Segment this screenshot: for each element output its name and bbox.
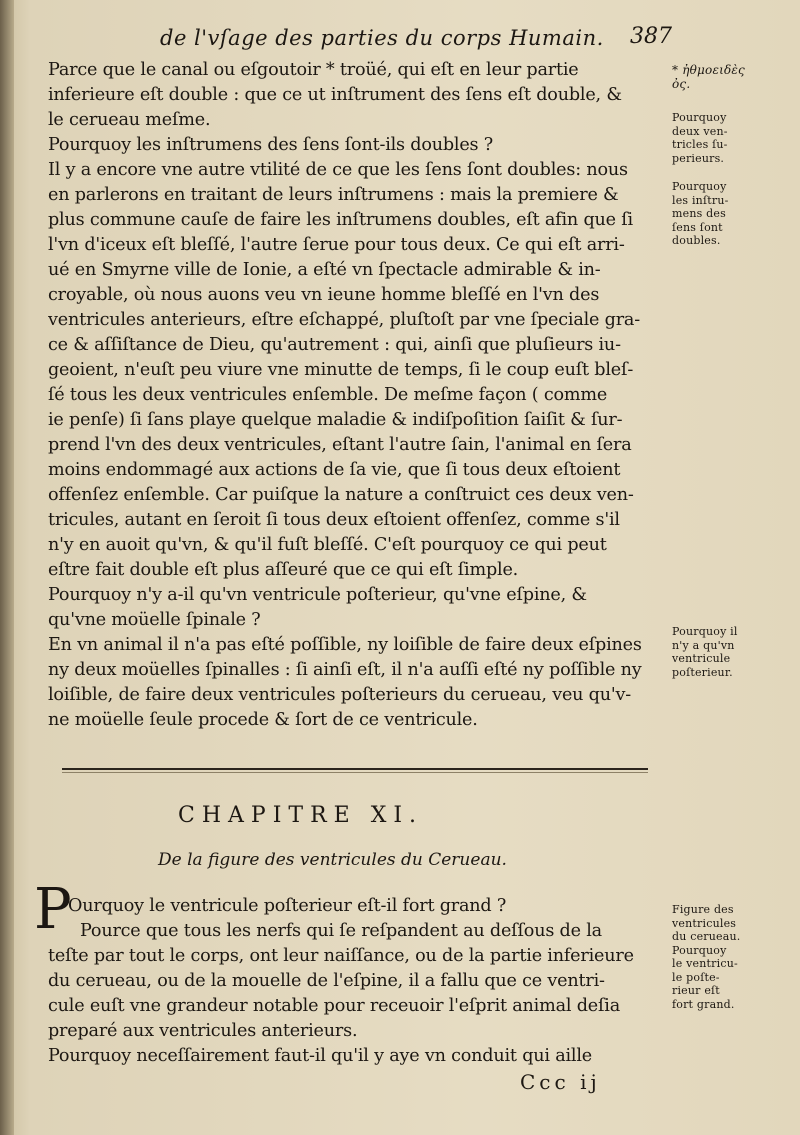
margin-note-line: ὀς. — [672, 77, 691, 91]
text-line: qu'vne moüelle ſpinale ? — [48, 610, 261, 630]
margin-note — [672, 111, 796, 165]
margin-note-line: poſterieur. — [672, 665, 733, 679]
margin-note — [672, 64, 796, 91]
text-line: l'vn d'iceux eſt bleſſé, l'autre ſerue pour tous deux. Ce qui eſt arri- — [48, 235, 625, 255]
text-line: ventricules anterieurs, eſtre eſchappé, pluſtoſt par vne ſpeciale gra- — [48, 310, 640, 330]
signature-mark: Ccc ij — [520, 1070, 601, 1094]
margin-note-line: mens des — [672, 207, 726, 220]
text-line: Pourquoy n'y a-il qu'vn ventricule poſterieur, qu'vne eſpine, & — [48, 585, 587, 605]
chapter-subtitle: De la figure des ventricules du Cerueau. — [158, 850, 507, 870]
body-text — [48, 58, 668, 733]
text-line: ſé tous les deux ventricules enſemble. De meſme façon ( comme — [48, 385, 608, 405]
text-line: eſtre fait double eſt plus aſſeuré que ce qui eſt ſimple. — [48, 560, 519, 580]
text-line: loiſible, de faire deux ventricules poſterieurs du cerueau, veu qu'v- — [48, 685, 631, 705]
text-line: inferieure eſt double : que ce ut inſtrument des ſens eſt double, & — [48, 85, 622, 105]
text-line: plus commune cauſe de faire les inſtrumens doubles, eſt afin que ſi — [48, 210, 633, 230]
margin-note — [672, 180, 796, 248]
text-line: le cerueau meſme. — [48, 110, 211, 130]
text-line: ué en Smyrne ville de Ionie, a eſté vn ſpectacle admirable & in- — [48, 260, 601, 280]
margin-note-line: Pourquoy — [672, 111, 727, 124]
page-number: 387 — [630, 24, 672, 49]
text-line: moins endommagé aux actions de ſa vie, que ſi tous deux eſtoient — [48, 460, 621, 480]
margin-note-line: ventricule — [672, 652, 731, 665]
text-line: teſte par tout le corps, ont leur naiſſance, ou de la partie inferieure — [48, 946, 634, 966]
drop-cap: P — [34, 877, 72, 942]
chapter-heading: CHAPITRE XI. — [178, 803, 424, 828]
margin-note-line: les inſtru- — [672, 193, 729, 207]
text-line: n'y en auoit qu'vn, & qu'il fuſt bleſſé. C'eſt pourquoy ce qui peut — [48, 535, 607, 555]
page-gutter — [0, 0, 14, 1135]
margin-note-line: rieur eſt — [672, 984, 720, 997]
text-line: Il y a encore vne autre vtilité de ce que les ſens ſont doubles: nous — [48, 160, 628, 180]
text-line: offenſez enſemble. Car puiſque la nature a conſtruict ces deux ven- — [48, 485, 634, 505]
margin-note-line: ſens ſont — [672, 220, 723, 234]
margin-note-line: Pourquoy — [672, 943, 727, 957]
text-line: du cerueau, ou de la mouelle de l'eſpine, il a fallu que ce ventri- — [48, 971, 605, 991]
margin-note-line: du cerueau. — [672, 930, 741, 943]
margin-note-line: deux ven- — [672, 124, 728, 138]
text-line: Pource que tous les nerfs qui ſe reſpandent au deſſous de la — [80, 921, 602, 941]
margin-note-line: perieurs. — [672, 151, 725, 165]
section-rule — [62, 768, 648, 770]
margin-note-line: doubles. — [672, 234, 721, 247]
margin-note-line: Figure des — [672, 903, 734, 916]
text-line: Pourquoy neceſſairement faut-il qu'il y aye vn conduit qui aille — [48, 1046, 592, 1066]
text-line: ce & aſſiſtance de Dieu, qu'autrement : qui, ainſi que pluſieurs iu- — [48, 335, 621, 355]
text-line: croyable, où nous auons veu vn ieune homme bleſſé en l'vn des — [48, 285, 600, 305]
chapter-text — [48, 894, 648, 1069]
text-line: Ourquoy le ventricule poſterieur eſt-il fort grand ? — [68, 896, 507, 916]
text-line: preparé aux ventricules anterieurs. — [48, 1021, 358, 1041]
text-line: Pourquoy les inſtrumens des ſens ſont-ils doubles ? — [48, 135, 494, 155]
margin-note-line: * ἠθμοειδὲς — [672, 64, 745, 77]
margin-note — [672, 625, 796, 679]
margin-note — [672, 903, 796, 1011]
margin-note-line: n'y a qu'vn — [672, 638, 735, 652]
margin-note-line: le ventricu- — [672, 957, 738, 970]
running-title: de l'vſage des parties du corps Humain. — [160, 26, 604, 50]
text-line: ne moüelle ſeule procede & ſort de ce ventricule. — [48, 710, 478, 730]
margin-note-line: Pourquoy il — [672, 625, 738, 638]
text-line: prend l'vn des deux ventricules, eſtant l'autre ſain, l'animal en ſera — [48, 435, 632, 455]
text-line: geoient, n'euſt peu viure vne minutte de temps, ſi le coup euſt bleſ- — [48, 360, 634, 380]
text-line: Parce que le canal ou eſgoutoir * troüé, qui eſt en leur partie — [48, 60, 579, 80]
text-line: ie penſe) ſi ſans playe quelque maladie & indiſpoſition ſaiſit & ſur- — [48, 410, 623, 430]
margin-note-line: le poſte- — [672, 970, 720, 984]
margin-note-line: ventricules — [672, 916, 737, 930]
text-line: En vn animal il n'a pas eſté poſſible, ny loiſible de faire deux eſpines — [48, 635, 642, 655]
text-line: en parlerons en traitant de leurs inſtrumens : mais la premiere & — [48, 185, 619, 205]
text-line: cule euſt vne grandeur notable pour receuoir l'eſprit animal deſia — [48, 996, 621, 1016]
margin-note-line: tricles ſu- — [672, 138, 728, 151]
text-line: tricules, autant en ſeroit ſi tous deux eſtoient offenſez, comme s'il — [48, 510, 620, 530]
margin-note-line: fort grand. — [672, 997, 735, 1011]
margin-note-line: Pourquoy — [672, 180, 727, 193]
text-line: ny deux moüelles ſpinalles : ſi ainſi eſt, il n'a auſſi eſté ny poſſible ny — [48, 660, 642, 680]
section-rule — [62, 772, 648, 773]
